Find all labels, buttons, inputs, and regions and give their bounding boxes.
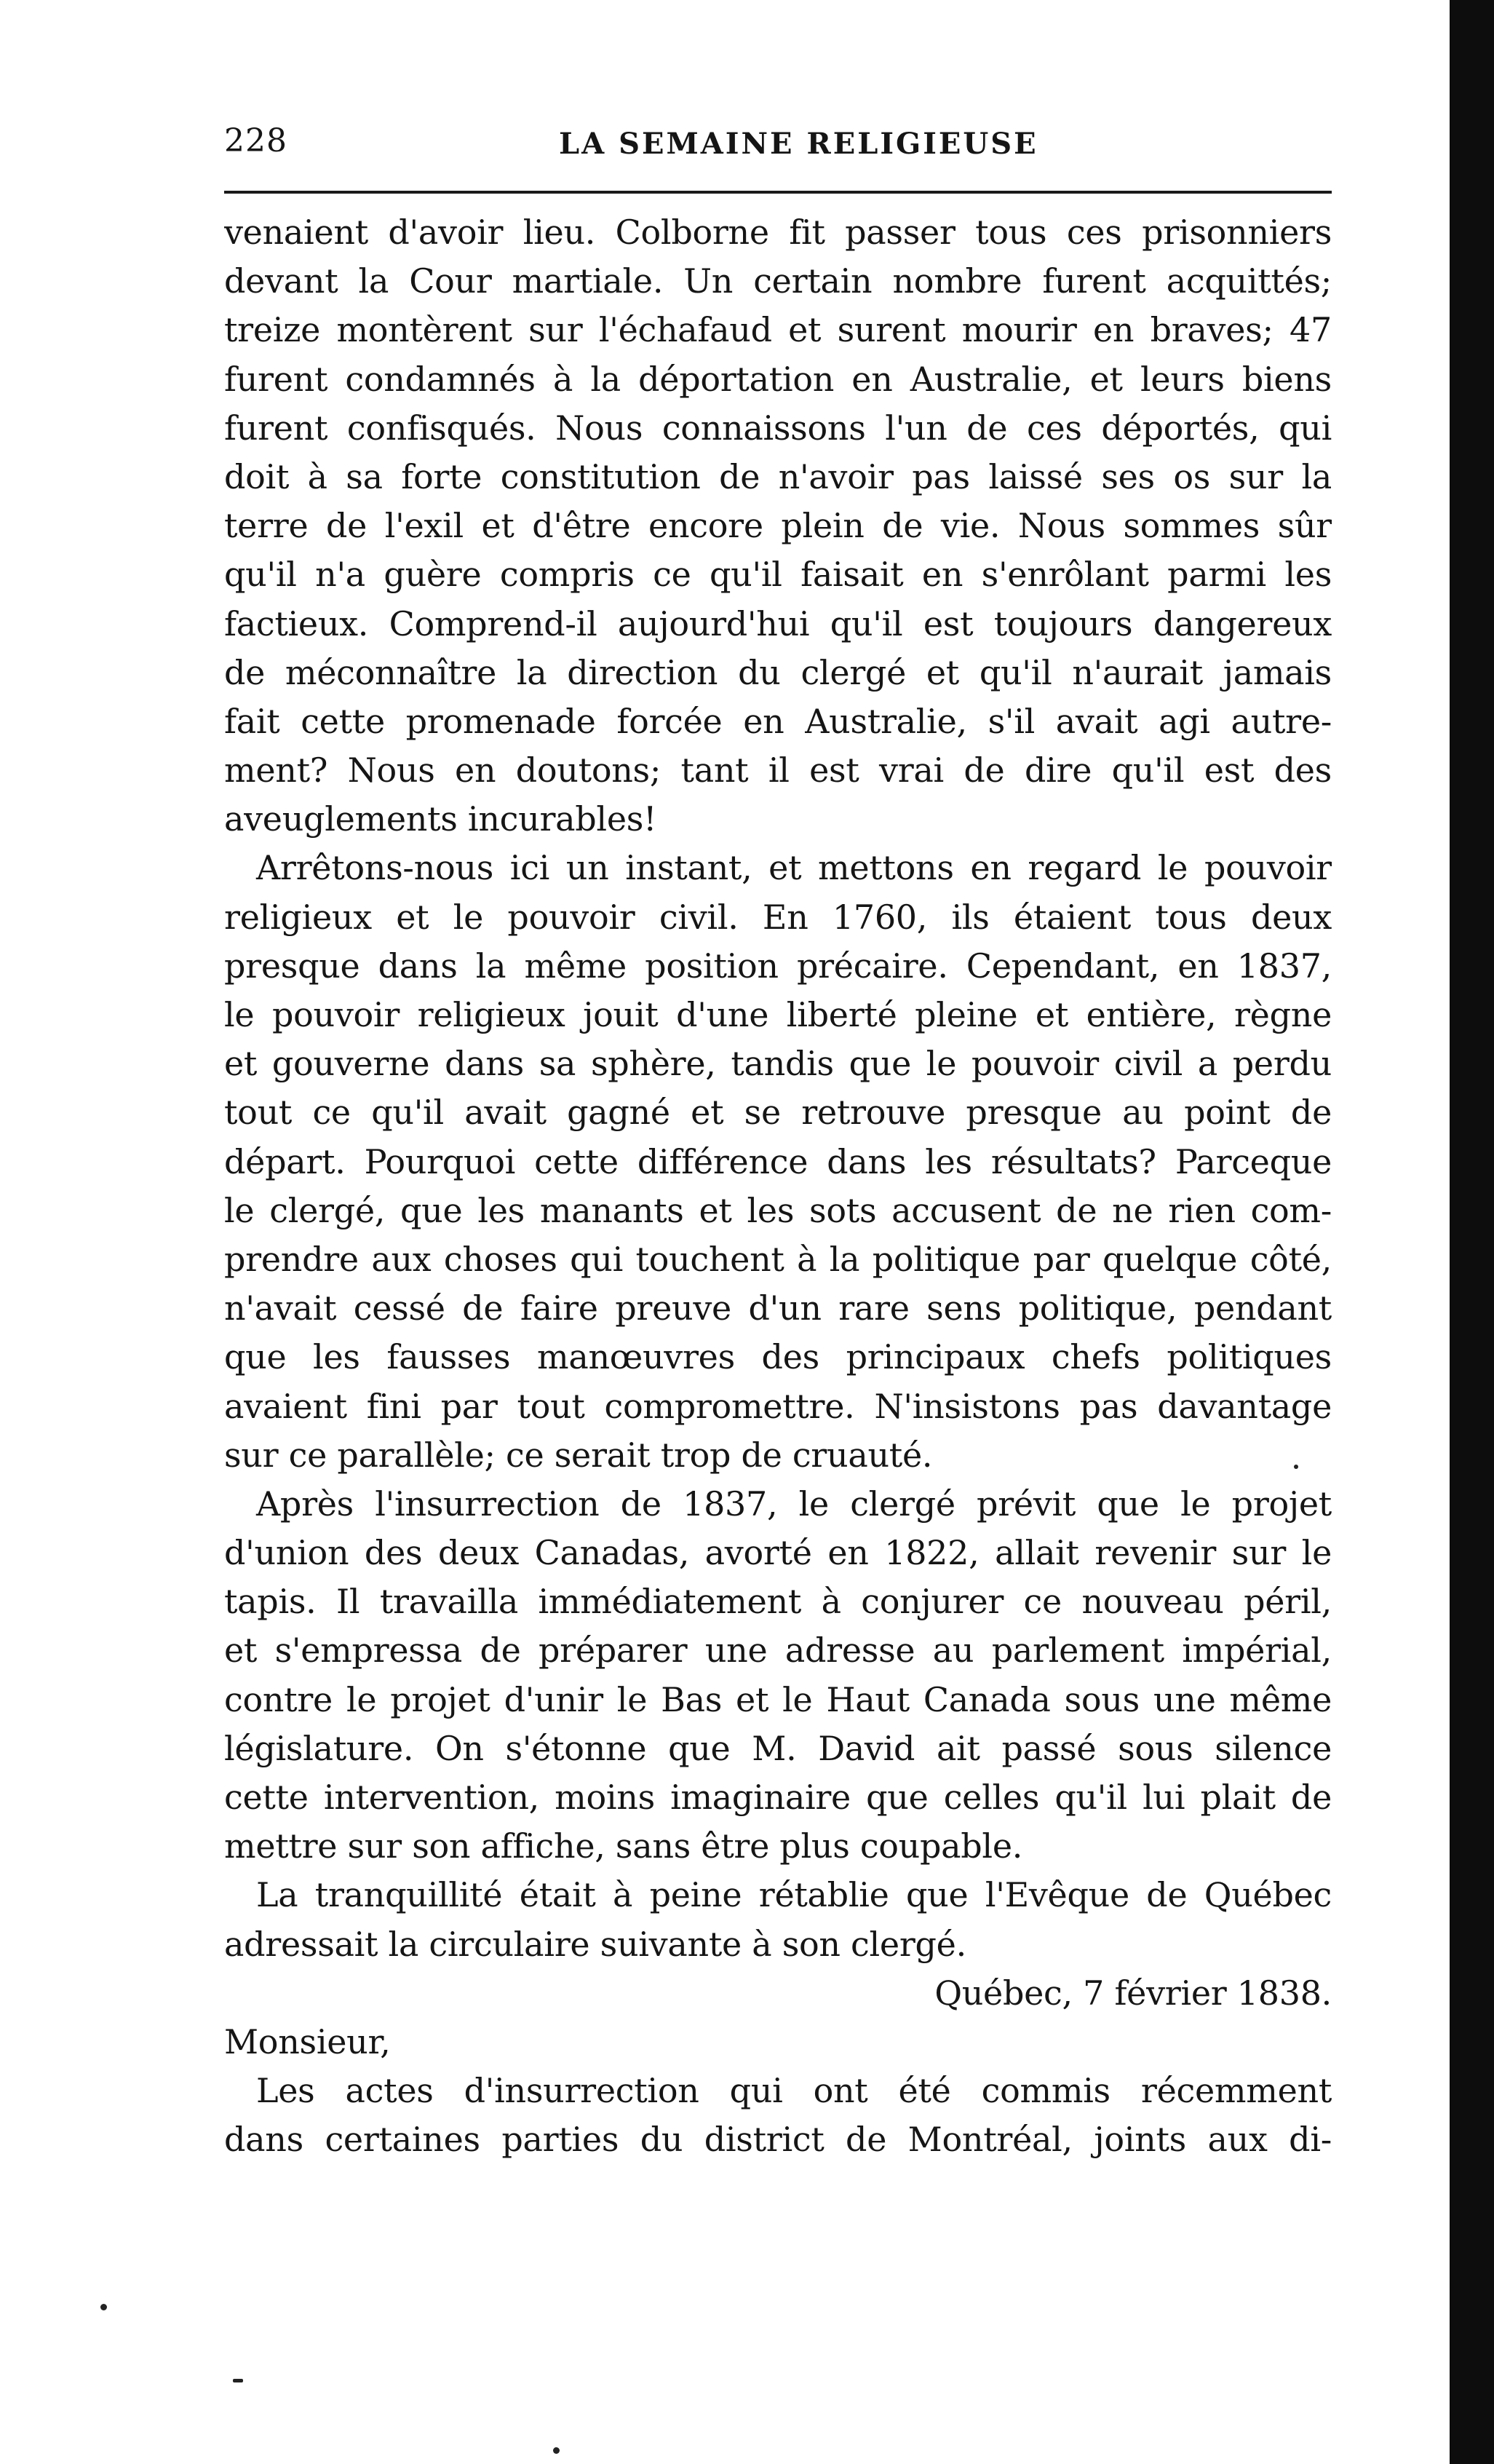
- text-line: d'union des deux Canadas, avorté en 1822, allait revenir sur le: [224, 1533, 1332, 1573]
- text-line: n'avait cessé de faire preuve d'un rare sens politique, pendant: [224, 1288, 1332, 1328]
- text-line: contre le projet d'unir le Bas et le Haut Canada sous une même: [224, 1679, 1332, 1719]
- text-line: adressait la circulaire suivante à son clergé.: [224, 1924, 966, 1964]
- paragraph-start-line: Arrêtons-nous ici un instant, et mettons en regard le pouvoir: [256, 848, 1332, 888]
- text-line: mettre sur son affiche, sans être plus coupable.: [224, 1826, 1023, 1866]
- running-header: [224, 122, 1330, 173]
- text-line: tapis. Il travailla immédiatement à conjurer ce nouveau péril,: [224, 1582, 1332, 1622]
- text-line: fait cette promenade forcée en Australie, s'il avait agi autre-: [224, 701, 1332, 741]
- text-line: qu'il n'a guère compris ce qu'il faisait en s'enrôlant parmi les: [224, 555, 1332, 595]
- text-line: prendre aux choses qui touchent à la politique par quelque côté,: [224, 1239, 1332, 1279]
- scan-speck: [233, 2379, 243, 2382]
- text-line: terre de l'exil et d'être encore plein de vie. Nous sommes sûr: [224, 506, 1332, 546]
- letter-salutation: Monsieur,: [224, 2021, 391, 2061]
- text-line: le pouvoir religieux jouit d'une liberté pleine et entière, règne: [224, 995, 1332, 1034]
- text-line: le clergé, que les manants et les sots accusent de ne rien com-: [224, 1190, 1332, 1230]
- letter-dateline: Québec, 7 février 1838.: [934, 1973, 1332, 2013]
- text-line: factieux. Comprend-il aujourd'hui qu'il est toujours dangereux: [224, 603, 1332, 643]
- scan-speck: [1294, 1465, 1298, 1469]
- text-line: religieux et le pouvoir civil. En 1760, ils étaient tous deux: [224, 897, 1332, 937]
- text-line: devant la Cour martiale. Un certain nombre furent acquittés;: [224, 261, 1332, 301]
- scan-speck: [100, 2304, 107, 2310]
- text-line: et gouverne dans sa sphère, tandis que le pouvoir civil a perdu: [224, 1044, 1332, 1084]
- text-line: et s'empressa de préparer une adresse au parlement impérial,: [224, 1631, 1332, 1671]
- text-line: dans certaines parties du district de Montréal, joints aux di-: [224, 2120, 1332, 2160]
- page-number: 228: [224, 122, 287, 159]
- text-line: furent condamnés à la déportation en Australie, et leurs biens: [224, 359, 1332, 399]
- scan-edge-shadow: [1450, 0, 1494, 2464]
- paragraph-start-line: Les actes d'insurrection qui ont été commis récemment: [256, 2071, 1332, 2111]
- running-title: LA SEMAINE RELIGIEUSE: [559, 127, 1038, 161]
- body-text: [224, 208, 1332, 2165]
- text-line: aveuglements incurables!: [224, 799, 657, 839]
- text-line: que les fausses manœuvres des principaux chefs politiques: [224, 1337, 1332, 1377]
- text-line: ment? Nous en doutons; tant il est vrai de dire qu'il est des: [224, 750, 1332, 791]
- text-line: sur ce parallèle; ce serait trop de cruauté.: [224, 1435, 933, 1475]
- text-line: doit à sa forte constitution de n'avoir pas laissé ses os sur la: [224, 456, 1332, 496]
- text-line: furent confisqués. Nous connaissons l'un de ces déportés, qui: [224, 408, 1332, 448]
- text-line: tout ce qu'il avait gagné et se retrouve presque au point de: [224, 1093, 1332, 1133]
- text-line: cette intervention, moins imaginaire que celles qu'il lui plait de: [224, 1778, 1332, 1817]
- text-line: venaient d'avoir lieu. Colborne fit passer tous ces prisonniers: [224, 213, 1332, 252]
- text-line: législature. On s'étonne que M. David ait passé sous silence: [224, 1728, 1332, 1768]
- text-line: avaient fini par tout compromettre. N'insistons pas davantage: [224, 1386, 1332, 1426]
- header-rule: [224, 191, 1332, 194]
- text-line: treize montèrent sur l'échafaud et surent mourir en braves; 47: [224, 310, 1332, 350]
- text-line: de méconnaître la direction du clergé et qu'il n'aurait jamais: [224, 652, 1332, 692]
- scan-speck: [553, 2447, 560, 2454]
- text-line: départ. Pourquoi cette différence dans les résultats? Parceque: [224, 1141, 1332, 1181]
- text-line: presque dans la même position précaire. Cependant, en 1837,: [224, 946, 1332, 986]
- paragraph-start-line: La tranquillité était à peine rétablie que l'Evêque de Québec: [256, 1875, 1332, 1915]
- paragraph-start-line: Après l'insurrection de 1837, le clergé prévit que le projet: [256, 1483, 1332, 1524]
